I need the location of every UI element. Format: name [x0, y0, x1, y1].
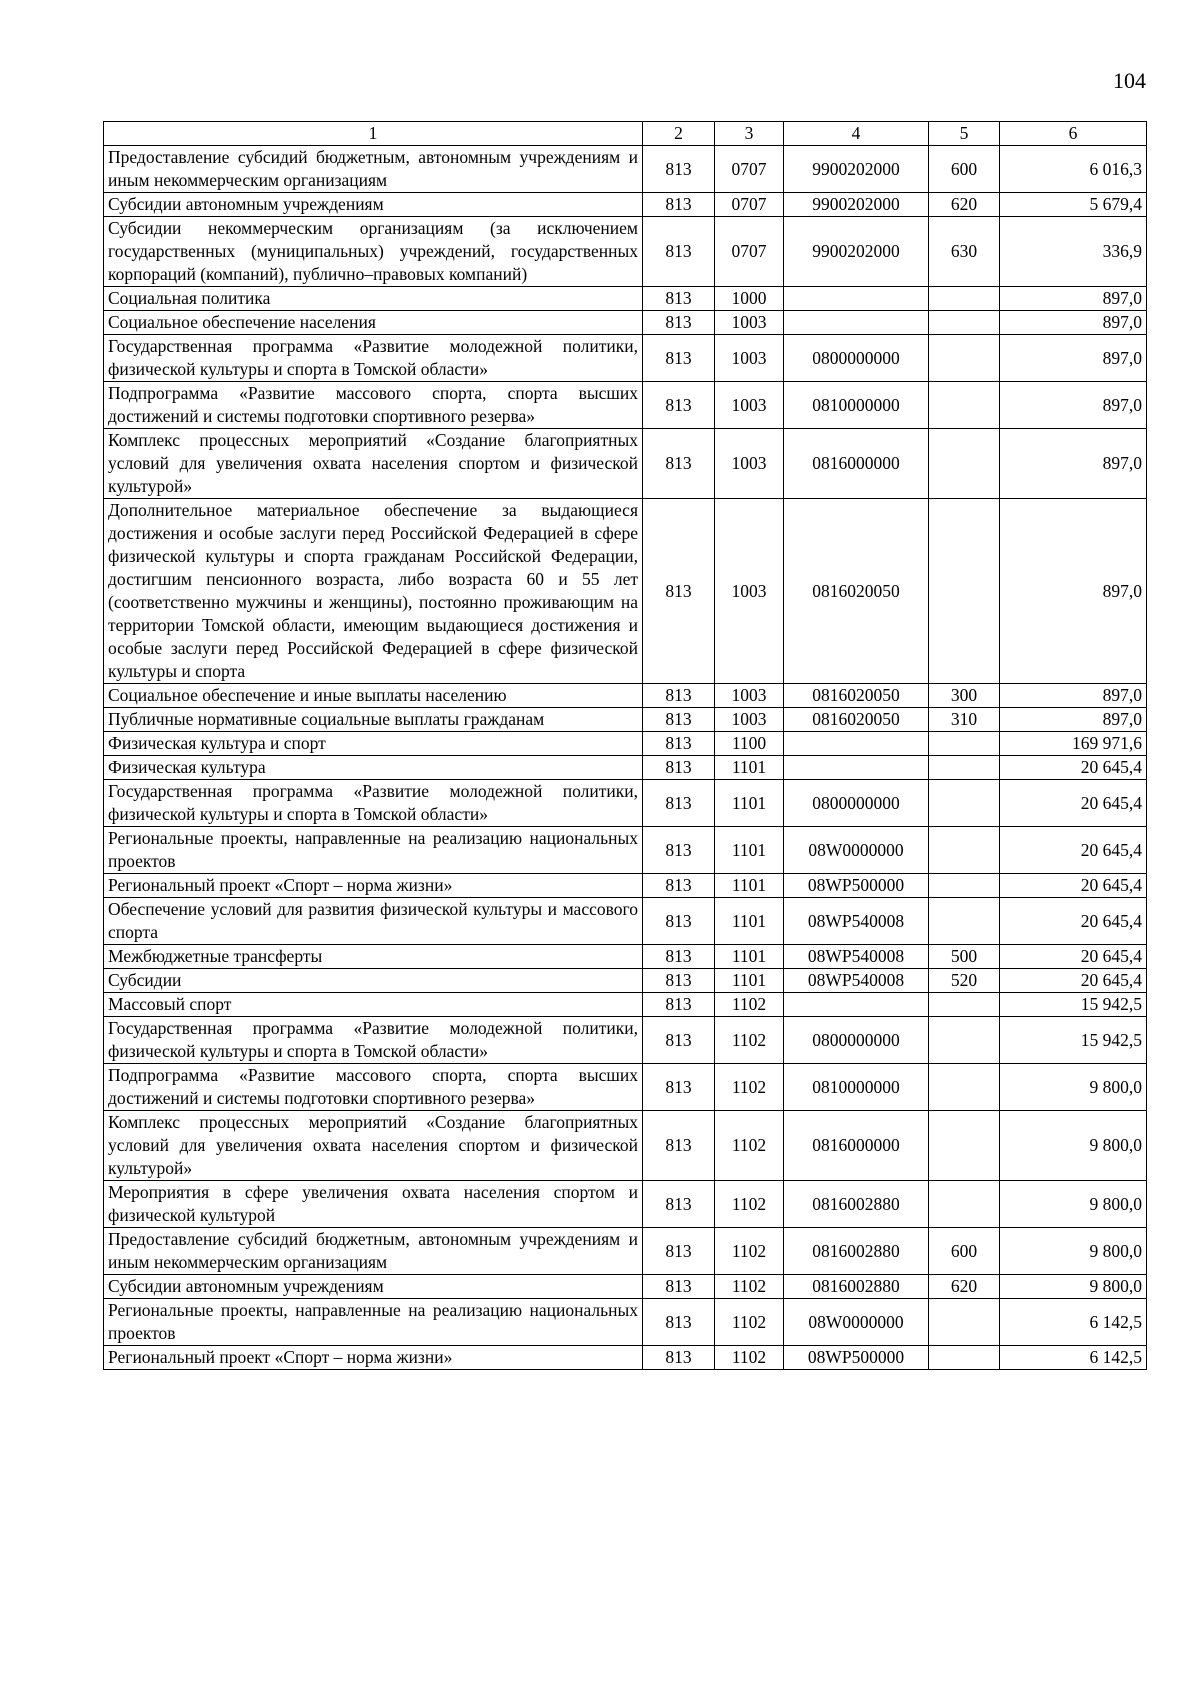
- table-row: [104, 684, 1147, 708]
- table-row: [104, 1228, 1147, 1275]
- amount-cell: 15 942,5: [1000, 1017, 1147, 1064]
- section-code-cell: 0707: [715, 217, 784, 287]
- row-name-cell: Публичные нормативные социальные выплаты гражданам: [104, 708, 643, 732]
- amount-cell: 169 971,6: [1000, 732, 1147, 756]
- expense-type-cell: [929, 1064, 1000, 1111]
- target-article-cell: 0816020050: [784, 499, 929, 684]
- table-row: [104, 335, 1147, 382]
- section-code-cell: 1000: [715, 287, 784, 311]
- target-article-cell: [784, 993, 929, 1017]
- expense-type-cell: [929, 1346, 1000, 1370]
- ministry-code-cell: 813: [643, 874, 715, 898]
- expense-type-cell: 520: [929, 969, 1000, 993]
- row-name-cell: Государственная программа «Развитие молодежной политики, физической культуры и спорта в Томской области»: [104, 1017, 643, 1064]
- section-code-cell: 1003: [715, 382, 784, 429]
- table-body: [104, 146, 1147, 1370]
- amount-cell: 5 679,4: [1000, 193, 1147, 217]
- section-code-cell: 1102: [715, 1181, 784, 1228]
- section-code-cell: 1102: [715, 1017, 784, 1064]
- table-row: [104, 499, 1147, 684]
- amount-cell: 9 800,0: [1000, 1111, 1147, 1181]
- row-name-cell: Мероприятия в сфере увеличения охвата населения спортом и физической культурой: [104, 1181, 643, 1228]
- expense-type-cell: 310: [929, 708, 1000, 732]
- table-row: [104, 780, 1147, 827]
- ministry-code-cell: 813: [643, 732, 715, 756]
- ministry-code-cell: 813: [643, 684, 715, 708]
- target-article-cell: 08W0000000: [784, 1299, 929, 1346]
- expense-type-cell: [929, 335, 1000, 382]
- section-code-cell: 1101: [715, 898, 784, 945]
- section-code-cell: 1003: [715, 708, 784, 732]
- ministry-code-cell: 813: [643, 499, 715, 684]
- table-row: [104, 287, 1147, 311]
- column-header: 6: [1000, 122, 1147, 146]
- section-code-cell: 1102: [715, 1346, 784, 1370]
- expense-type-cell: [929, 1181, 1000, 1228]
- section-code-cell: 1101: [715, 827, 784, 874]
- amount-cell: 6 142,5: [1000, 1299, 1147, 1346]
- row-name-cell: Региональный проект «Спорт – норма жизни»: [104, 874, 643, 898]
- amount-cell: 20 645,4: [1000, 874, 1147, 898]
- target-article-cell: 0816020050: [784, 684, 929, 708]
- ministry-code-cell: 813: [643, 993, 715, 1017]
- table-row: [104, 311, 1147, 335]
- ministry-code-cell: 813: [643, 335, 715, 382]
- expense-type-cell: [929, 1299, 1000, 1346]
- column-header: 2: [643, 122, 715, 146]
- row-name-cell: Межбюджетные трансферты: [104, 945, 643, 969]
- target-article-cell: 08WP500000: [784, 874, 929, 898]
- section-code-cell: 1100: [715, 732, 784, 756]
- row-name-cell: Социальная политика: [104, 287, 643, 311]
- ministry-code-cell: 813: [643, 311, 715, 335]
- amount-cell: 897,0: [1000, 499, 1147, 684]
- target-article-cell: 0800000000: [784, 780, 929, 827]
- row-name-cell: Социальное обеспечение населения: [104, 311, 643, 335]
- expense-type-cell: [929, 993, 1000, 1017]
- table-row: [104, 898, 1147, 945]
- target-article-cell: 08W0000000: [784, 827, 929, 874]
- expense-type-cell: 620: [929, 193, 1000, 217]
- expense-type-cell: [929, 382, 1000, 429]
- table-row: [104, 146, 1147, 193]
- amount-cell: 897,0: [1000, 429, 1147, 499]
- column-header: 5: [929, 122, 1000, 146]
- table-row: [104, 217, 1147, 287]
- section-code-cell: 1102: [715, 993, 784, 1017]
- amount-cell: 20 645,4: [1000, 780, 1147, 827]
- section-code-cell: 1102: [715, 1275, 784, 1299]
- table-row: [104, 993, 1147, 1017]
- expense-type-cell: [929, 1111, 1000, 1181]
- table-row: [104, 193, 1147, 217]
- ministry-code-cell: 813: [643, 1111, 715, 1181]
- section-code-cell: 1102: [715, 1064, 784, 1111]
- section-code-cell: 1003: [715, 429, 784, 499]
- amount-cell: 6 142,5: [1000, 1346, 1147, 1370]
- table-row: [104, 1017, 1147, 1064]
- target-article-cell: [784, 732, 929, 756]
- section-code-cell: 1101: [715, 969, 784, 993]
- row-name-cell: Дополнительное материальное обеспечение за выдающиеся достижения и особые заслуги перед Российской Федерацией в сфере физической культуры и спорта гражданам Российской Федерации, достигшим пенсионного возраста, либо возраста 60 и 55 лет (соответственно мужчины и женщины), постоянно проживающим на территории Томской области, имеющим выдающиеся достижения и особые заслуги перед Российской Федерацией в сфере физической культуры и спорта: [104, 499, 643, 684]
- row-name-cell: Комплекс процессных мероприятий «Создание благоприятных условий для увеличения охвата населения спортом и физической культурой»: [104, 1111, 643, 1181]
- expense-type-cell: [929, 429, 1000, 499]
- row-name-cell: Региональные проекты, направленные на реализацию национальных проектов: [104, 1299, 643, 1346]
- section-code-cell: 0707: [715, 193, 784, 217]
- row-name-cell: Субсидии автономным учреждениям: [104, 1275, 643, 1299]
- ministry-code-cell: 813: [643, 1275, 715, 1299]
- row-name-cell: Государственная программа «Развитие молодежной политики, физической культуры и спорта в Томской области»: [104, 335, 643, 382]
- target-article-cell: 0816002880: [784, 1275, 929, 1299]
- amount-cell: 336,9: [1000, 217, 1147, 287]
- expense-type-cell: [929, 780, 1000, 827]
- ministry-code-cell: 813: [643, 1064, 715, 1111]
- row-name-cell: Физическая культура и спорт: [104, 732, 643, 756]
- amount-cell: 20 645,4: [1000, 945, 1147, 969]
- ministry-code-cell: 813: [643, 898, 715, 945]
- expense-type-cell: [929, 732, 1000, 756]
- ministry-code-cell: 813: [643, 1228, 715, 1275]
- target-article-cell: 0816000000: [784, 1111, 929, 1181]
- ministry-code-cell: 813: [643, 945, 715, 969]
- ministry-code-cell: 813: [643, 287, 715, 311]
- ministry-code-cell: 813: [643, 969, 715, 993]
- section-code-cell: 1101: [715, 756, 784, 780]
- amount-cell: 897,0: [1000, 311, 1147, 335]
- row-name-cell: Подпрограмма «Развитие массового спорта, спорта высших достижений и системы подготовки спортивного резерва»: [104, 382, 643, 429]
- expense-type-cell: 300: [929, 684, 1000, 708]
- ministry-code-cell: 813: [643, 1017, 715, 1064]
- ministry-code-cell: 813: [643, 708, 715, 732]
- section-code-cell: 1003: [715, 335, 784, 382]
- target-article-cell: 08WP540008: [784, 898, 929, 945]
- target-article-cell: [784, 311, 929, 335]
- row-name-cell: Региональные проекты, направленные на реализацию национальных проектов: [104, 827, 643, 874]
- table-row: [104, 1275, 1147, 1299]
- table-header-row: [104, 122, 1147, 146]
- table-row: [104, 945, 1147, 969]
- ministry-code-cell: 813: [643, 1299, 715, 1346]
- amount-cell: 9 800,0: [1000, 1275, 1147, 1299]
- expense-type-cell: [929, 311, 1000, 335]
- amount-cell: 20 645,4: [1000, 756, 1147, 780]
- section-code-cell: 1102: [715, 1299, 784, 1346]
- page-number: 104: [1113, 68, 1146, 93]
- expense-type-cell: 620: [929, 1275, 1000, 1299]
- section-code-cell: 1101: [715, 780, 784, 827]
- row-name-cell: Государственная программа «Развитие молодежной политики, физической культуры и спорта в Томской области»: [104, 780, 643, 827]
- amount-cell: 20 645,4: [1000, 827, 1147, 874]
- target-article-cell: 0816020050: [784, 708, 929, 732]
- target-article-cell: [784, 756, 929, 780]
- target-article-cell: 08WP500000: [784, 1346, 929, 1370]
- target-article-cell: 0800000000: [784, 335, 929, 382]
- section-code-cell: 1003: [715, 499, 784, 684]
- row-name-cell: Массовый спорт: [104, 993, 643, 1017]
- expense-type-cell: 600: [929, 1228, 1000, 1275]
- ministry-code-cell: 813: [643, 193, 715, 217]
- ministry-code-cell: 813: [643, 382, 715, 429]
- amount-cell: 20 645,4: [1000, 969, 1147, 993]
- target-article-cell: 0816002880: [784, 1228, 929, 1275]
- table-row: [104, 429, 1147, 499]
- row-name-cell: Физическая культура: [104, 756, 643, 780]
- column-header: 3: [715, 122, 784, 146]
- expense-type-cell: [929, 287, 1000, 311]
- target-article-cell: 9900202000: [784, 146, 929, 193]
- ministry-code-cell: 813: [643, 1346, 715, 1370]
- expense-type-cell: [929, 827, 1000, 874]
- expense-type-cell: 630: [929, 217, 1000, 287]
- amount-cell: 15 942,5: [1000, 993, 1147, 1017]
- amount-cell: 9 800,0: [1000, 1064, 1147, 1111]
- ministry-code-cell: 813: [643, 429, 715, 499]
- amount-cell: 6 016,3: [1000, 146, 1147, 193]
- expense-type-cell: [929, 874, 1000, 898]
- table-row: [104, 708, 1147, 732]
- row-name-cell: Субсидии автономным учреждениям: [104, 193, 643, 217]
- table-row: [104, 969, 1147, 993]
- row-name-cell: Подпрограмма «Развитие массового спорта, спорта высших достижений и системы подготовки спортивного резерва»: [104, 1064, 643, 1111]
- row-name-cell: Социальное обеспечение и иные выплаты населению: [104, 684, 643, 708]
- table-row: [104, 874, 1147, 898]
- ministry-code-cell: 813: [643, 756, 715, 780]
- section-code-cell: 1101: [715, 874, 784, 898]
- ministry-code-cell: 813: [643, 1181, 715, 1228]
- amount-cell: 9 800,0: [1000, 1181, 1147, 1228]
- ministry-code-cell: 813: [643, 827, 715, 874]
- expense-type-cell: [929, 499, 1000, 684]
- target-article-cell: 0816002880: [784, 1181, 929, 1228]
- row-name-cell: Обеспечение условий для развития физической культуры и массового спорта: [104, 898, 643, 945]
- table-row: [104, 1064, 1147, 1111]
- target-article-cell: 08WP540008: [784, 969, 929, 993]
- table-row: [104, 827, 1147, 874]
- row-name-cell: Субсидии: [104, 969, 643, 993]
- table-row: [104, 756, 1147, 780]
- amount-cell: 897,0: [1000, 708, 1147, 732]
- column-header: 4: [784, 122, 929, 146]
- table-row: [104, 1346, 1147, 1370]
- amount-cell: 897,0: [1000, 684, 1147, 708]
- target-article-cell: 9900202000: [784, 217, 929, 287]
- row-name-cell: Комплекс процессных мероприятий «Создание благоприятных условий для увеличения охвата населения спортом и физической культурой»: [104, 429, 643, 499]
- table-row: [104, 1111, 1147, 1181]
- section-code-cell: 1101: [715, 945, 784, 969]
- target-article-cell: [784, 287, 929, 311]
- section-code-cell: 1102: [715, 1111, 784, 1181]
- table-row: [104, 382, 1147, 429]
- amount-cell: 897,0: [1000, 287, 1147, 311]
- expense-type-cell: 500: [929, 945, 1000, 969]
- table-row: [104, 732, 1147, 756]
- expense-type-cell: 600: [929, 146, 1000, 193]
- amount-cell: 897,0: [1000, 335, 1147, 382]
- target-article-cell: 0810000000: [784, 1064, 929, 1111]
- expense-type-cell: [929, 898, 1000, 945]
- section-code-cell: 1102: [715, 1228, 784, 1275]
- row-name-cell: Предоставление субсидий бюджетным, автономным учреждениям и иным некоммерческим организациям: [104, 146, 643, 193]
- ministry-code-cell: 813: [643, 146, 715, 193]
- row-name-cell: Предоставление субсидий бюджетным, автономным учреждениям и иным некоммерческим организациям: [104, 1228, 643, 1275]
- expense-type-cell: [929, 756, 1000, 780]
- amount-cell: 20 645,4: [1000, 898, 1147, 945]
- amount-cell: 897,0: [1000, 382, 1147, 429]
- row-name-cell: Региональный проект «Спорт – норма жизни»: [104, 1346, 643, 1370]
- section-code-cell: 1003: [715, 684, 784, 708]
- amount-cell: 9 800,0: [1000, 1228, 1147, 1275]
- budget-table: [103, 121, 1147, 1370]
- expense-type-cell: [929, 1017, 1000, 1064]
- target-article-cell: 08WP540008: [784, 945, 929, 969]
- target-article-cell: 0816000000: [784, 429, 929, 499]
- section-code-cell: 1003: [715, 311, 784, 335]
- column-header: 1: [104, 122, 643, 146]
- target-article-cell: 0800000000: [784, 1017, 929, 1064]
- target-article-cell: 9900202000: [784, 193, 929, 217]
- row-name-cell: Субсидии некоммерческим организациям (за исключением государственных (муниципальных) учреждений, государственных корпораций (компаний), публично–правовых компаний): [104, 217, 643, 287]
- section-code-cell: 0707: [715, 146, 784, 193]
- target-article-cell: 0810000000: [784, 382, 929, 429]
- table-row: [104, 1299, 1147, 1346]
- ministry-code-cell: 813: [643, 780, 715, 827]
- table-row: [104, 1181, 1147, 1228]
- ministry-code-cell: 813: [643, 217, 715, 287]
